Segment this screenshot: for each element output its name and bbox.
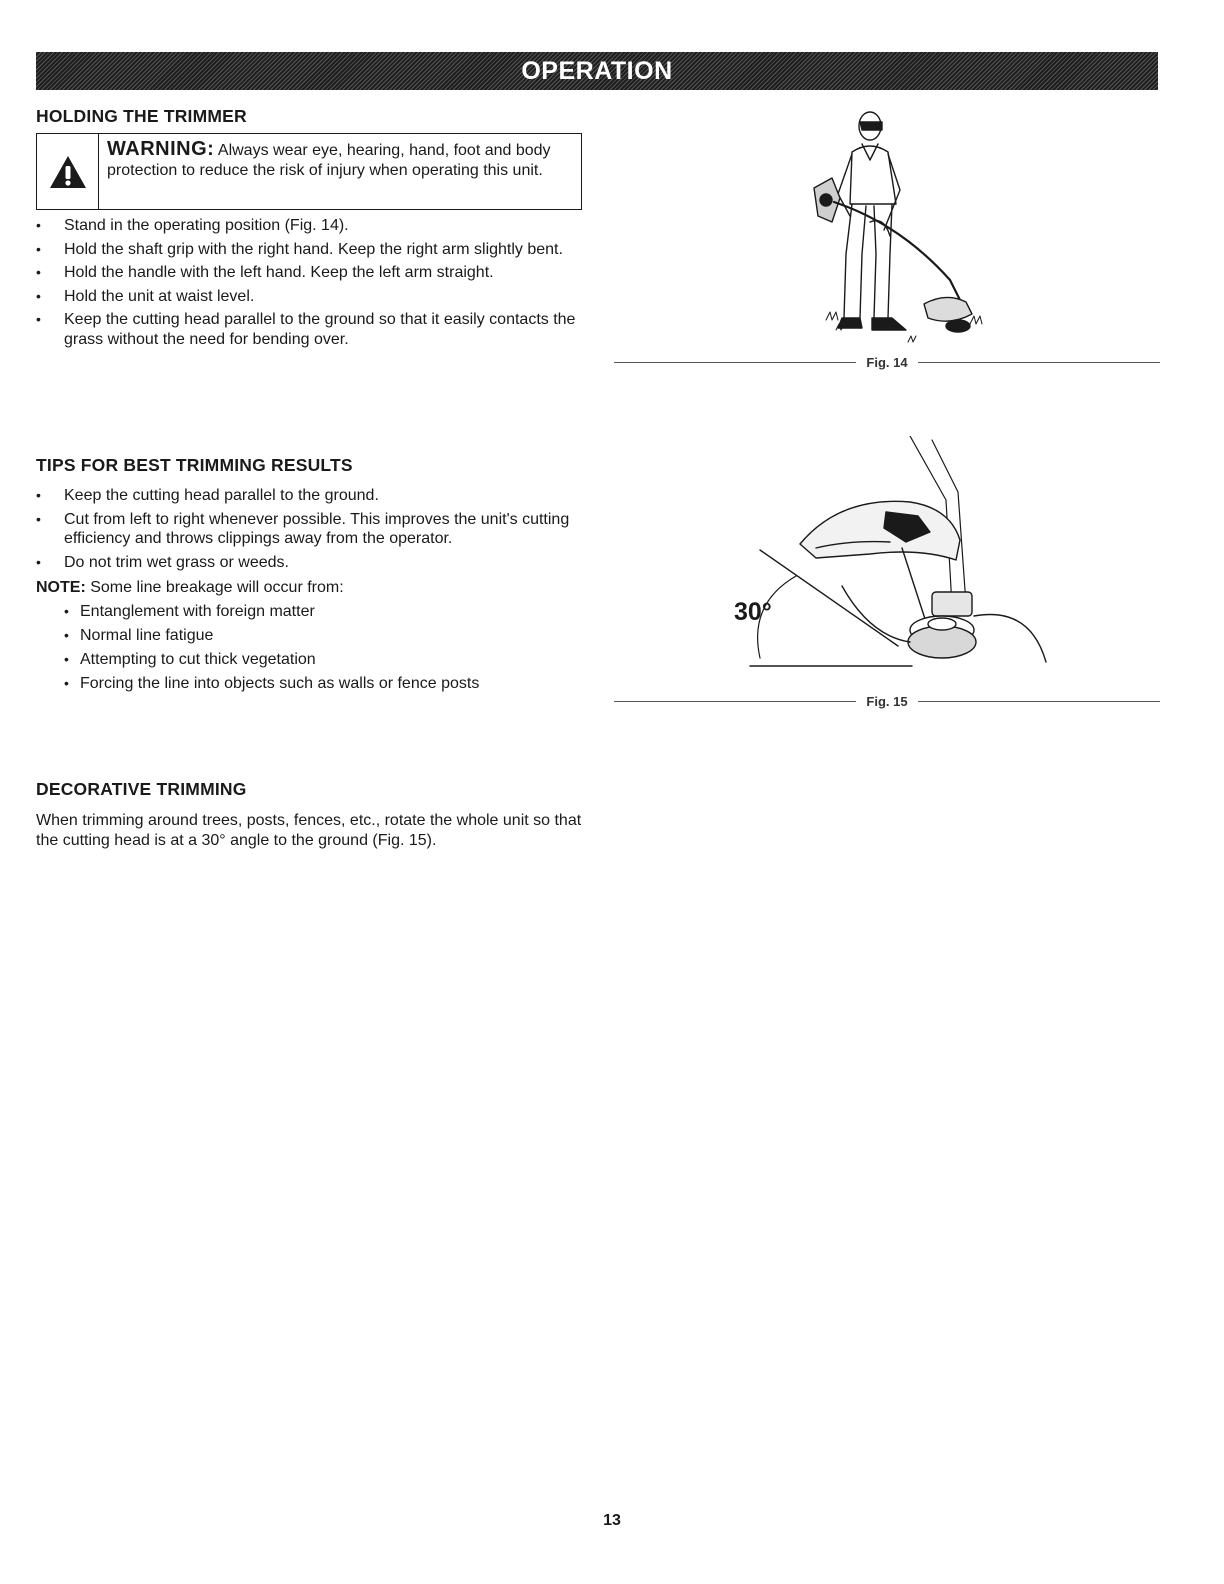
list-item: • Hold the shaft grip with the right hand. Keep the right arm slightly bent. bbox=[36, 240, 596, 260]
section-title: OPERATION bbox=[521, 56, 673, 85]
fig14-operator-illustration bbox=[810, 104, 990, 356]
fig14-caption: Fig. 14 bbox=[866, 355, 908, 370]
heading-decorative-trimming: DECORATIVE TRIMMING bbox=[36, 779, 247, 799]
holding-bullet-list bbox=[36, 216, 596, 353]
list-item: • Keep the cutting head parallel to the ground so that it easily contacts the grass without the need for bending over. bbox=[36, 310, 596, 349]
warning-box bbox=[36, 133, 582, 210]
list-item: • Do not trim wet grass or weeds. bbox=[36, 553, 596, 573]
note-line bbox=[36, 578, 344, 598]
warning-text: Always wear eye, hearing, hand, foot and body protection to reduce the risk of injury when operating this unit. bbox=[107, 142, 551, 179]
fig15-caption: Fig. 15 bbox=[866, 694, 908, 709]
decorative-paragraph: When trimming around trees, posts, fences, etc., rotate the whole unit so that the cutting head is at a 30° angle to the ground (Fig. 15). bbox=[36, 812, 582, 849]
fig15-angle-label: 30° bbox=[734, 598, 772, 626]
fig15-angle-illustration bbox=[720, 436, 1060, 676]
warning-icon-cell bbox=[37, 134, 99, 209]
heading-tips: TIPS FOR BEST TRIMMING RESULTS bbox=[36, 455, 353, 475]
caption-rule-right bbox=[918, 362, 1160, 363]
list-item: • Hold the unit at waist level. bbox=[36, 287, 596, 307]
list-item: • Hold the handle with the left hand. Keep the left arm straight. bbox=[36, 263, 596, 283]
list-item: • Forcing the line into objects such as walls or fence posts bbox=[64, 674, 604, 694]
note-sub-list bbox=[64, 602, 604, 698]
list-item: • Attempting to cut thick vegetation bbox=[64, 650, 604, 670]
section-banner bbox=[36, 52, 1158, 90]
tips-bullet-list bbox=[36, 486, 596, 576]
list-item: • Normal line fatigue bbox=[64, 626, 604, 646]
warning-triangle-icon bbox=[48, 154, 88, 190]
note-label: NOTE: bbox=[36, 579, 86, 596]
heading-holding-trimmer: HOLDING THE TRIMMER bbox=[36, 106, 247, 126]
warning-label: WARNING: bbox=[107, 138, 215, 160]
list-item: • Entanglement with foreign matter bbox=[64, 602, 604, 622]
warning-text-cell bbox=[99, 134, 581, 209]
list-item: • Keep the cutting head parallel to the ground. bbox=[36, 486, 596, 506]
caption-rule-left bbox=[614, 362, 856, 363]
note-text: Some line breakage will occur from: bbox=[90, 579, 344, 596]
list-item: • Stand in the operating position (Fig. 14). bbox=[36, 216, 596, 236]
list-item: • Cut from left to right whenever possible. This improves the unit's cutting efficiency and throws clippings away from the operator. bbox=[36, 510, 596, 549]
fig15-caption-row bbox=[614, 694, 1160, 709]
caption-rule-left bbox=[614, 701, 856, 702]
page-number: 13 bbox=[603, 1512, 621, 1529]
caption-rule-right bbox=[918, 701, 1160, 702]
fig14-caption-row bbox=[614, 355, 1160, 370]
